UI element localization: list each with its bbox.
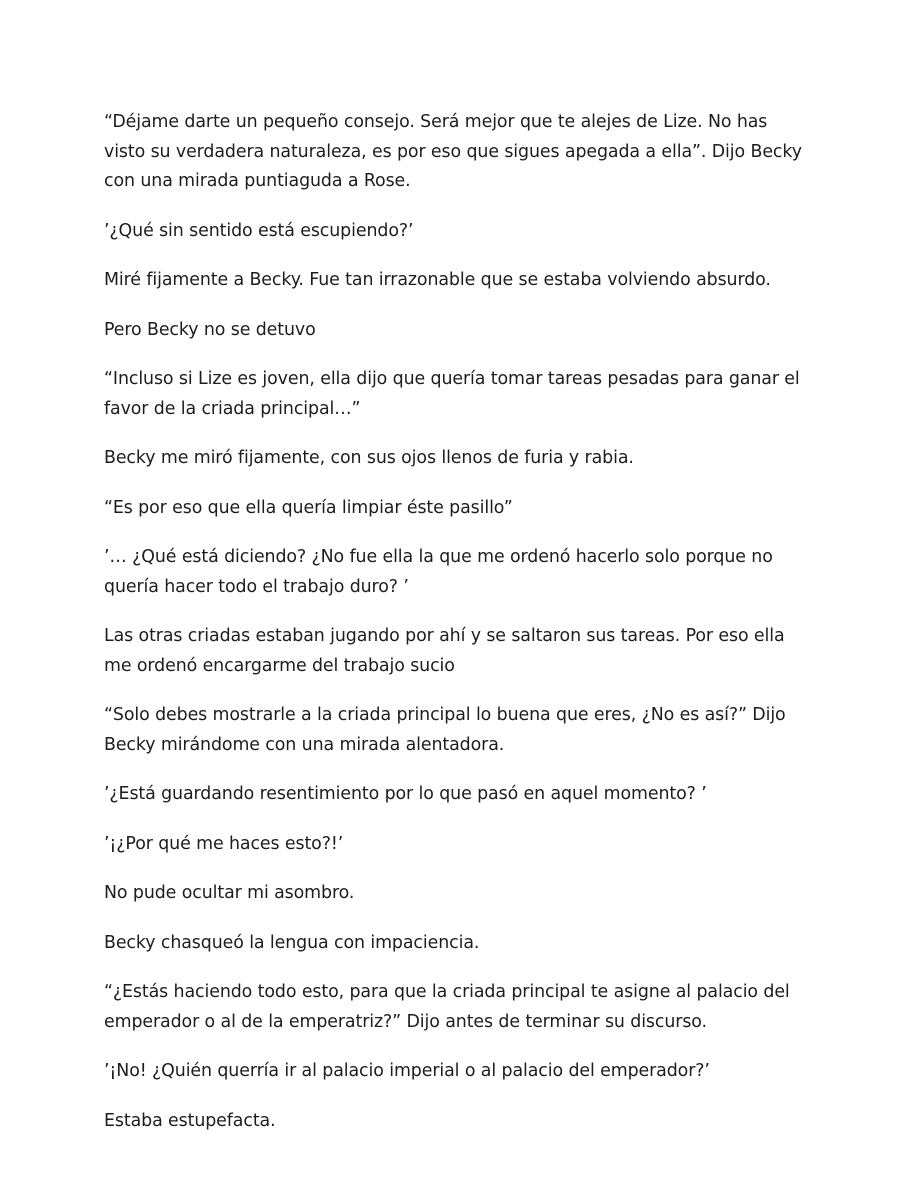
paragraph-15: “¿Estás haciendo todo esto, para que la criada principal te asigne al palacio del emperador o al de la emperatriz?” Dijo antes de terminar su discurso. (104, 982, 790, 1032)
paragraph-11: ’¿Está guardando resentimiento por lo que pasó en aquel momento? ’ (104, 784, 707, 804)
paragraph-6: Becky me miró fijamente, con sus ojos llenos de furia y rabia. (104, 448, 634, 468)
paragraph-16: ’¡No! ¿Quién querría ir al palacio imperial o al palacio del emperador?’ (104, 1061, 710, 1081)
paragraph-1: “Déjame darte un pequeño consejo. Será mejor que te alejes de Lize. No has visto su verdadera naturaleza, es por eso que sigues apegada a ella”. Dijo Becky con una mirada puntiaguda a Rose. (104, 112, 802, 191)
paragraph-9: Las otras criadas estaban jugando por ahí y se saltaron sus tareas. Por eso ella me ordenó encargarme del trabajo sucio (104, 626, 785, 676)
paragraph-2: ’¿Qué sin sentido está escupiendo?’ (104, 220, 414, 241)
paragraph-8: ’… ¿Qué está diciendo? ¿No fue ella la que me ordenó hacerlo solo porque no quería hacer todo el trabajo duro? ’ (104, 547, 773, 597)
paragraph-4: Pero Becky no se detuvo (104, 319, 316, 340)
paragraph-7: “Es por eso que ella quería limpiar éste pasillo” (104, 497, 513, 518)
paragraph-10: “Solo debes mostrarle a la criada principal lo buena que eres, ¿No es así?” Dijo Becky mirándome con una mirada alentadora. (104, 705, 786, 755)
paragraph-5: “Incluso si Lize es joven, ella dijo que quería tomar tareas pesadas para ganar el favor de la criada principal…” (104, 369, 800, 419)
paragraph-12: ’¡¿Por qué me haces esto?!’ (104, 833, 344, 854)
paragraph-14: Becky chasqueó la lengua con impaciencia. (104, 932, 480, 953)
paragraph-13: No pude ocultar mi asombro. (104, 883, 355, 903)
paragraph-17: Estaba estupefacta. (104, 1110, 276, 1131)
paragraph-3: Miré fijamente a Becky. Fue tan irrazonable que se estaba volviendo absurdo. (104, 270, 771, 290)
